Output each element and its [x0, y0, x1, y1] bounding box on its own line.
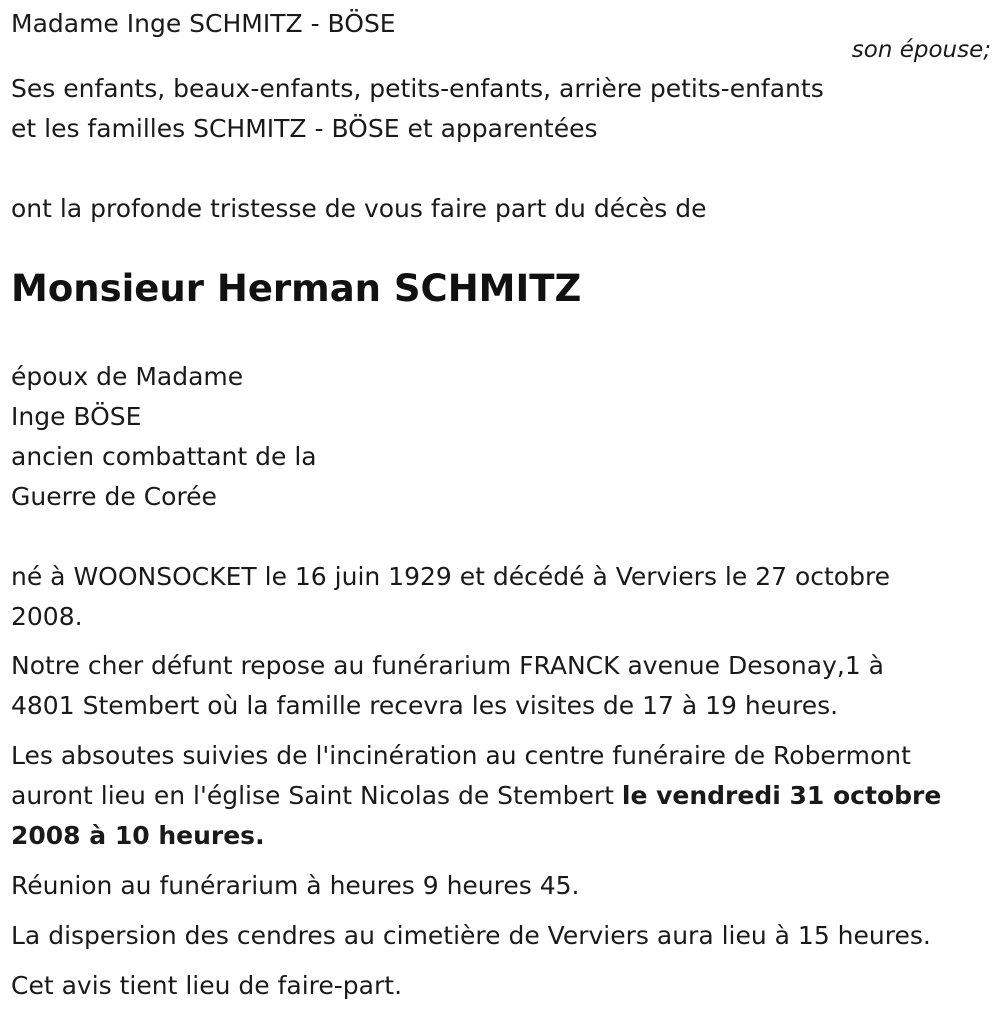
rest-line-1: Notre cher défunt repose au funérarium FRANCK avenue Desonay,1 à — [11, 651, 884, 680]
family-line-2: et les familles SCHMITZ - BÖSE et apparentées — [11, 114, 598, 143]
birth-death-line-2: 2008. — [11, 602, 83, 631]
ceremony-time: 2008 à 10 heures. — [11, 821, 265, 850]
ceremony-date: le vendredi 31 octobre — [621, 781, 942, 810]
closing-line: Cet avis tient lieu de faire-part. — [11, 971, 403, 1000]
ceremony-line-1: Les absoutes suivies de l'incinération au centre funéraire de Robermont — [11, 741, 911, 770]
spouse-name: Madame Inge SCHMITZ - BÖSE — [11, 9, 396, 38]
family-block — [11, 69, 824, 149]
dispersion-line: La dispersion des cendres au cimetière de Verviers aura lieu à 15 heures. — [11, 921, 931, 950]
meeting-line: Réunion au funérarium à heures 9 heures 45. — [11, 871, 580, 900]
spouse-role: son épouse; — [851, 37, 991, 63]
birth-death-line-1: né à WOONSOCKET le 16 juin 1929 et décédé à Verviers le 27 octobre — [11, 562, 891, 591]
rest-paragraph — [11, 646, 986, 726]
closing-paragraph — [11, 966, 986, 1006]
family-line-1: Ses enfants, beaux-enfants, petits-enfants, arrière petits-enfants — [11, 74, 824, 103]
deceased-details — [11, 357, 317, 517]
ceremony-location: auront lieu en l'église Saint Nicolas de Stembert — [11, 781, 622, 810]
birth-death-info — [11, 557, 971, 637]
deceased-name: Monsieur Herman SCHMITZ — [11, 267, 582, 310]
details-line-2: Inge BÖSE — [11, 402, 142, 431]
funeral-information — [11, 646, 986, 1016]
ceremony-paragraph — [11, 736, 986, 856]
meeting-paragraph — [11, 866, 986, 906]
details-line-4: Guerre de Corée — [11, 482, 217, 511]
rest-line-2: 4801 Stembert où la famille recevra les visites de 17 à 19 heures. — [11, 691, 839, 720]
dispersion-paragraph — [11, 916, 986, 956]
details-line-1: époux de Madame — [11, 362, 244, 391]
details-line-3: ancien combattant de la — [11, 442, 317, 471]
ceremony-line-3 — [11, 816, 986, 856]
ceremony-line-2 — [11, 776, 986, 816]
announcement: ont la profonde tristesse de vous faire part du décès de — [11, 194, 707, 223]
